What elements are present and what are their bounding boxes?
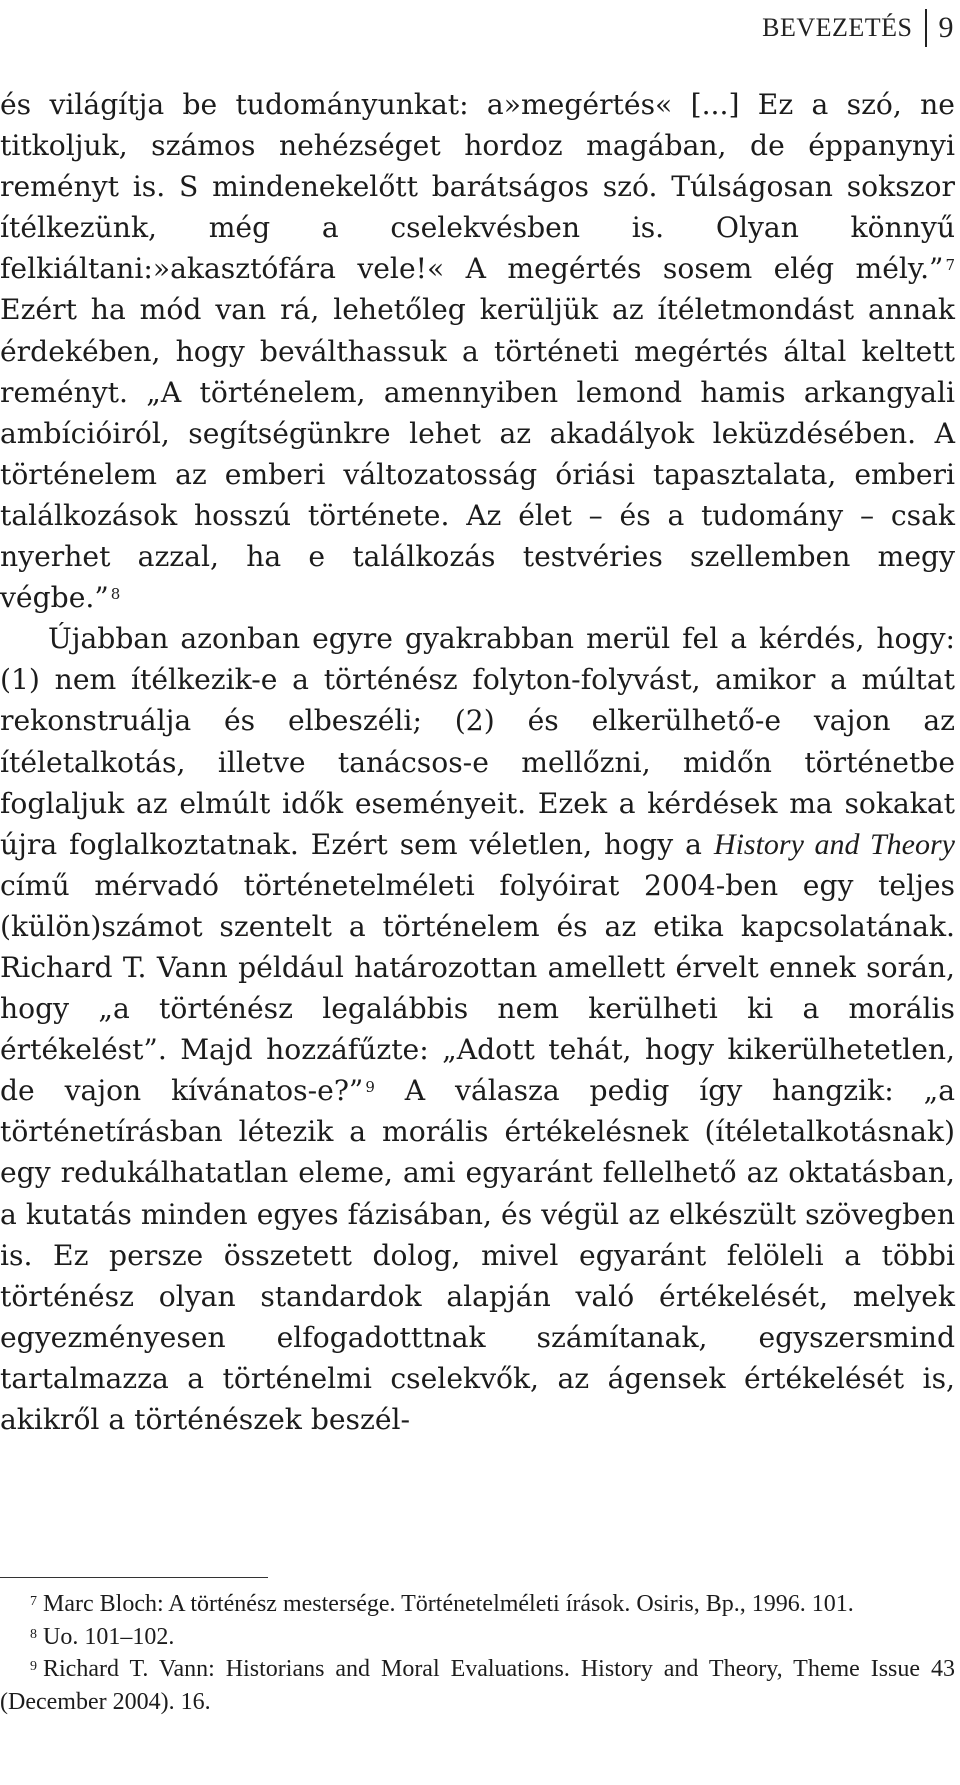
footnote-rule bbox=[0, 1577, 268, 1578]
footnote-number: 9 bbox=[30, 1659, 37, 1674]
footnote-9 bbox=[0, 1653, 955, 1718]
paragraph-1-part-b: Ezért ha mód van rá, lehetőleg kerüljük az ítéletmondást annak érdekében, hogy beválthassuk a történeti megértés által keltett reményt. „A történelem, amennyiben lemond hamis arkangyali ambícióiról, segítségünkre lehet az akadályok leküzdésében. A történelem az emberi változatosság óriási tapasztalata, emberi találkozások hosszú története. Az élet – és a tudomány – csak nyerhet azzal, ha e találkozás testvéries szellemben megy végbe.” bbox=[0, 293, 955, 615]
footnote-ref-7: 7 bbox=[945, 256, 955, 275]
footnote-ref-9: 9 bbox=[365, 1078, 375, 1097]
paragraph-2-part-b: című mérvadó történetelméleti folyóirat 2004-ben egy teljes (külön)számot szentelt a történelem és az etika kapcsolatának. Richard T. Vann például határozottan amellett érvelt ennek során, hogy „a történész legalábbis nem kerülheti ki a morális értékelést”. Majd hozzáfűzte: „Adott tehát, hogy kikerülhetetlen, de vajon kívánatos-e?” bbox=[0, 868, 955, 1108]
body-text bbox=[0, 84, 955, 1440]
running-head bbox=[762, 6, 954, 50]
paragraph-2-part-a: Újabban azonban egyre gyakrabban merül fel a kérdés, hogy: (1) nem ítélkezik-e a történész folyton-folyvást, amikor a múltat rekonstruálja és elbeszéli; (2) és elkerülhető-e vajon az ítéletalkotás, illetve tanácsos-e mellőzni, midőn történetbe foglaljuk az elmúlt idők eseményeit. Ezek a kérdések ma sokakat újra foglalkoztatnak. Ezért sem véletlen, hogy a bbox=[0, 622, 955, 861]
footnote-text: Richard T. Vann: Historians and Moral Evaluations. History and Theory, Theme Issue 43 (December 2004). 16. bbox=[0, 1656, 955, 1715]
paragraph-2-part-c: A válasza pedig így hangzik: „a történetírásban létezik a morális értékelésnek (ítéletalkotásnak) egy redukálhatatlan eleme, ami egyaránt fellelhető az oktatásban, a kutatás minden egyes fázisában, és végül az elkészült szövegben is. Ez persze összetett dolog, mivel egyaránt felöleli a többi történész olyan standardok alapján való értékelését, melyek egyezményesen elfogadotttnak számítanak, egyszersmind tartalmazza a történelmi cselekvők, az ágensek értékelését is, akikről a történészek beszél- bbox=[0, 1074, 956, 1436]
page-number: 9 bbox=[938, 11, 954, 44]
journal-title: History and Theory bbox=[713, 827, 955, 861]
paragraph-2 bbox=[0, 618, 955, 1440]
footnote-8 bbox=[0, 1621, 955, 1654]
section-title: BEVEZETÉS bbox=[762, 13, 913, 42]
footnote-7 bbox=[0, 1588, 955, 1621]
paragraph-1-part-a: és világítja be tudományunkat: a»megértés« [...] Ez a szó, ne titkoljuk, számos nehézséget hordoz magában, de éppanynyi reményt is. S mindenekelőtt barátságos szó. Túlságosan sokszor ítélkezünk, még a cselekvésben is. Olyan könnyű felkiáltani:»akasztófára vele!« A megértés sosem elég mély.” bbox=[0, 88, 955, 286]
header-divider bbox=[925, 9, 927, 47]
footnote-number: 7 bbox=[30, 1594, 37, 1609]
footnote-ref-8: 8 bbox=[110, 585, 121, 604]
footnote-text: Marc Bloch: A történész mestersége. Történetelméleti írások. Osiris, Bp., 1996. 101. bbox=[43, 1591, 854, 1617]
paragraph-1 bbox=[0, 84, 955, 618]
footnote-number: 8 bbox=[30, 1626, 37, 1642]
footnotes bbox=[0, 1588, 955, 1718]
footnote-text: Uo. 101–102. bbox=[43, 1623, 175, 1650]
